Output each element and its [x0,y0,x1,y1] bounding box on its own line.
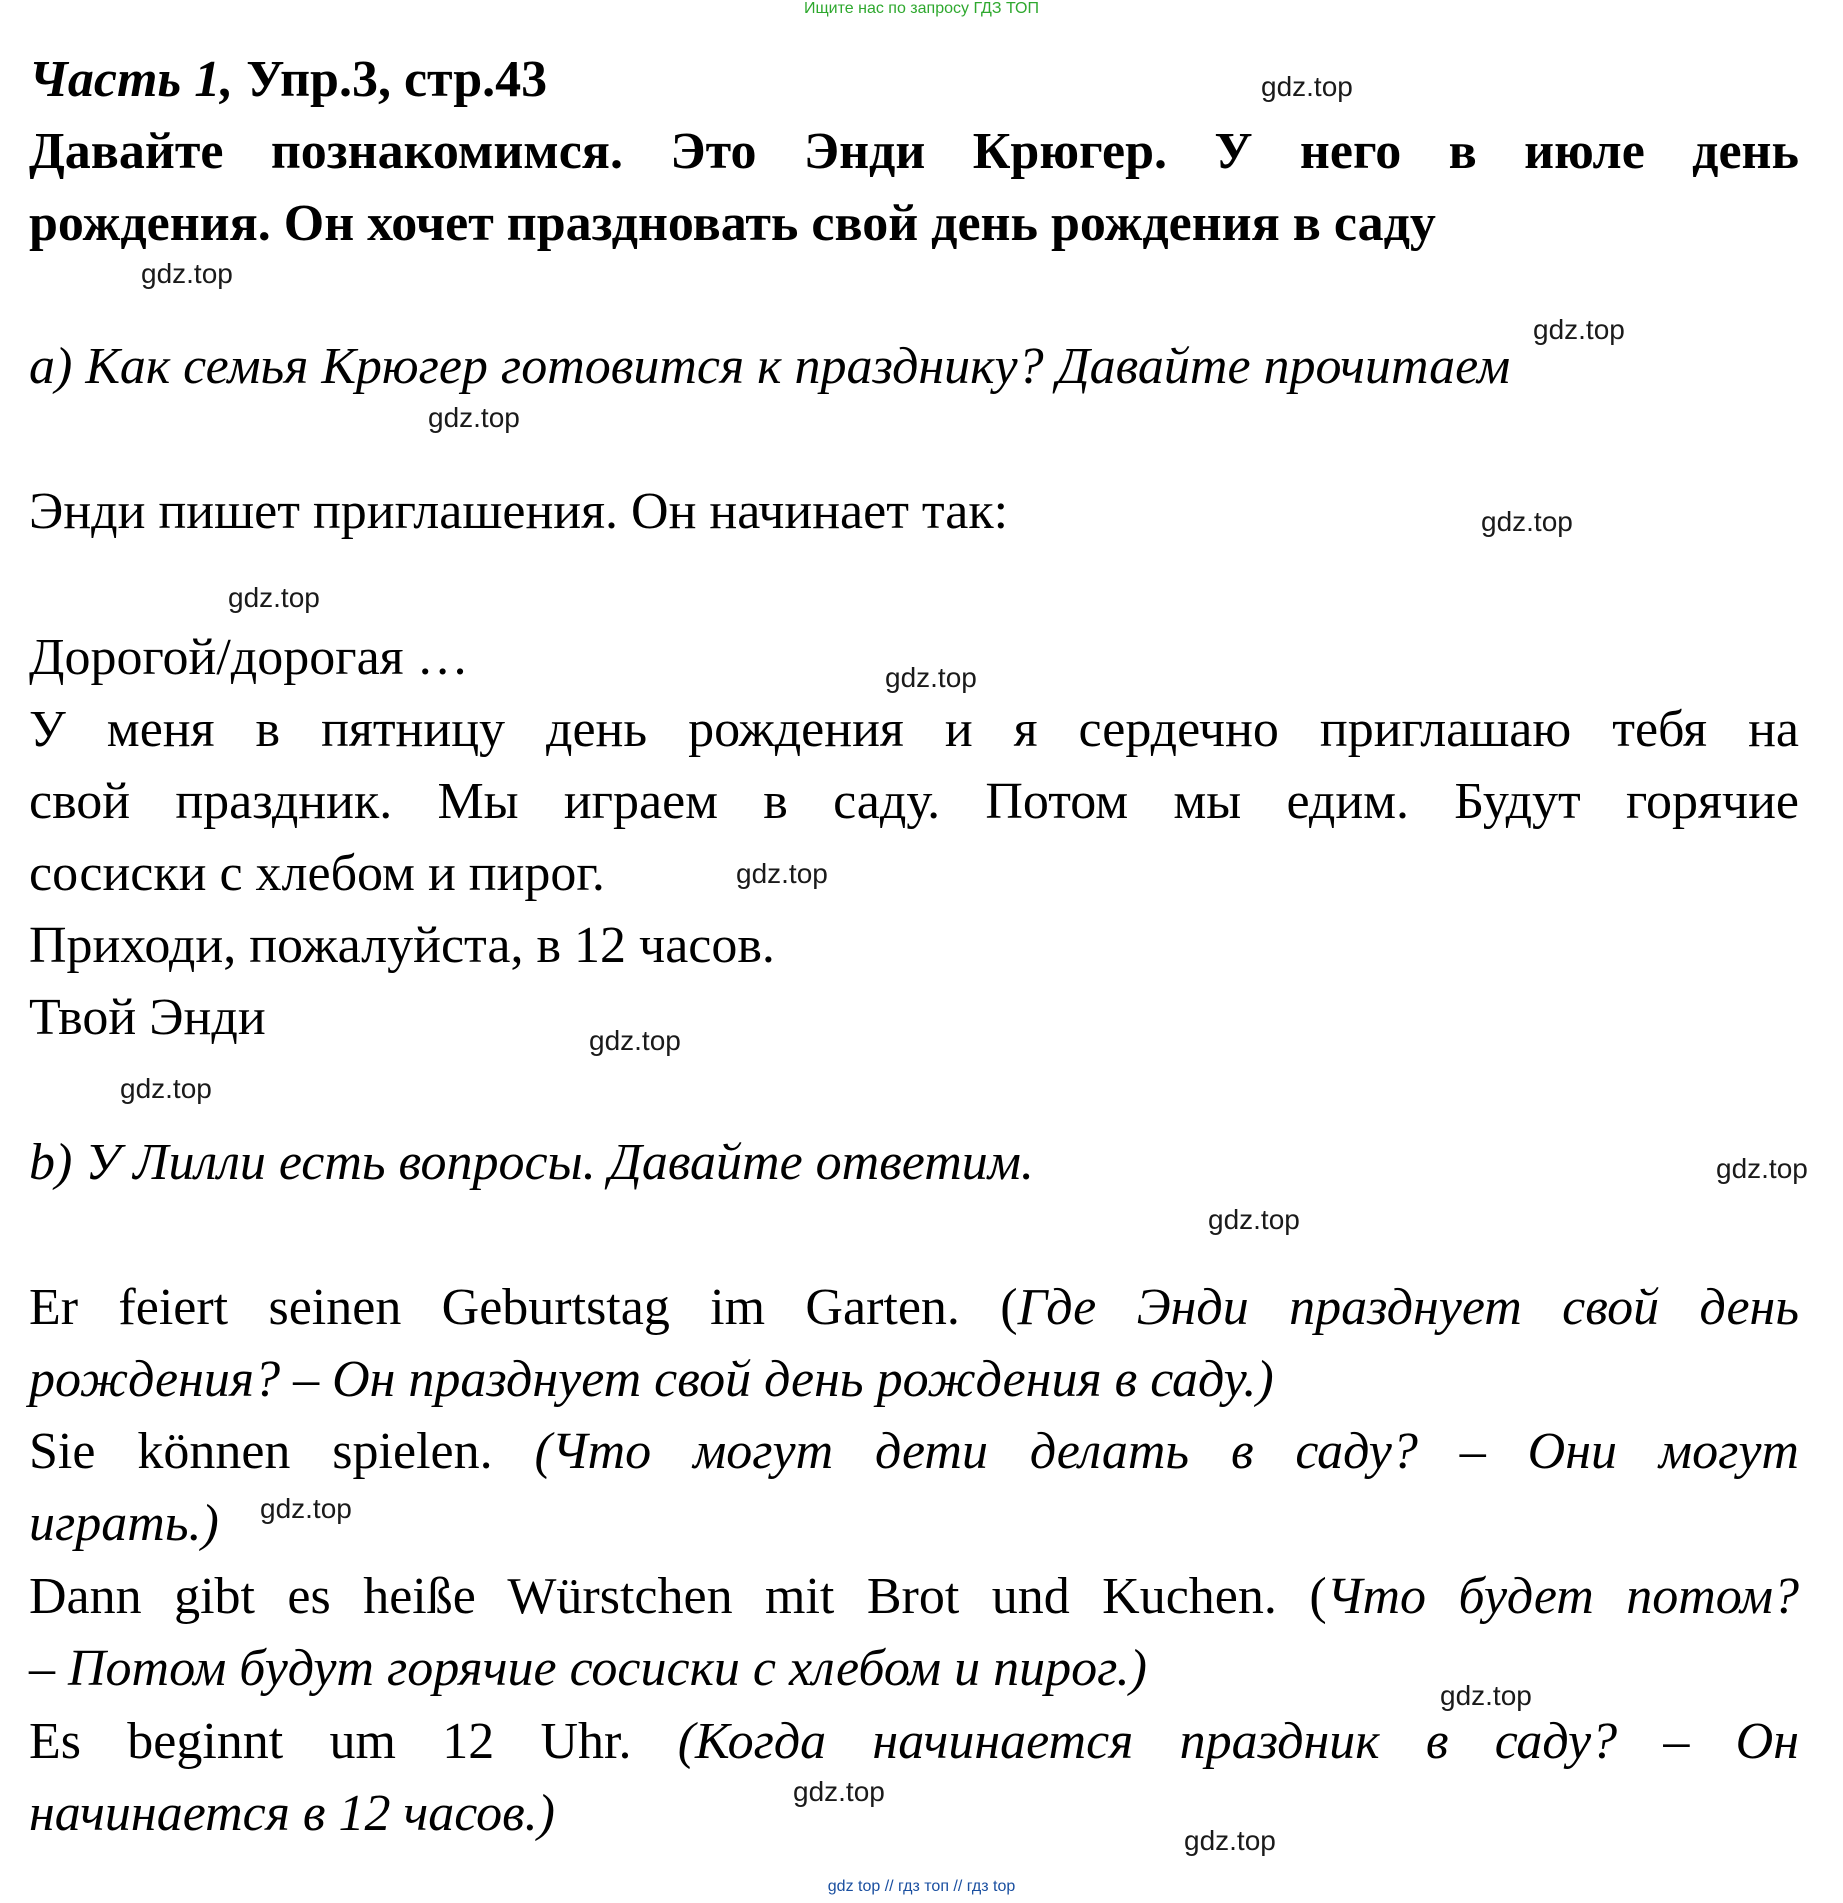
watermark: gdz.top [736,858,828,889]
watermark: gdz.top [141,258,233,289]
invitation-signature: Твой Энди [29,989,266,1046]
answer-4-russian: (Когда начинается праздник в саду? – Он [677,1713,1799,1770]
watermark: gdz.top [1440,1680,1532,1711]
invitation-body-1: У меня в пятницу день рождения и я сердечно приглашаю тебя на [29,701,1799,758]
answer-2-german: Sie können spielen. [29,1423,535,1480]
invitation-greeting: Дорогой/дорогая … [29,629,469,686]
invitation-body-2: свой праздник. Мы играем в саду. Потом мы едим. Будут горячие [29,773,1799,830]
invitation-body-3: сосиски с хлебом и пирог. [29,845,605,902]
watermark: gdz.top [1208,1204,1300,1235]
watermark: gdz.top [228,582,320,613]
answer-3-german: Dann gibt es heiße Würstchen mit Brot und Kuchen. ( [29,1568,1327,1625]
answer-3-russian: Что будет потом? [1326,1568,1799,1625]
answer-1-german: Er feiert seinen Geburtstag im Garten. ( [29,1279,1018,1336]
answer-2-line-2: играть.) [29,1495,219,1552]
heading-exercise: Упр.3, стр.43 [246,51,548,108]
answer-1-line-2: рождения? – Он празднует свой день рождения в саду.) [29,1351,1274,1408]
intro-line-1: Давайте познакомимся. Это Энди Крюгер. У него в июле день [29,123,1799,180]
task-b: b) У Лилли есть вопросы. Давайте ответим. [29,1134,1034,1191]
watermark: gdz.top [260,1493,352,1524]
top-banner: Ищите нас по запросу ГДЗ ТОП [804,0,1039,17]
answer-3-line-2: – Потом будут горячие сосиски с хлебом и пирог.) [29,1640,1147,1697]
heading-part: Часть 1, [29,51,234,108]
watermark: gdz.top [1716,1153,1808,1184]
answer-2-line-1 [29,1416,1799,1488]
answer-3-line-1 [29,1561,1799,1633]
answer-2-russian: (Что могут дети делать в саду? – Они могут [534,1423,1799,1480]
watermark: gdz.top [885,662,977,693]
invitation-lead: Энди пишет приглашения. Он начинает так: [29,483,1009,540]
answer-4-line-2: начинается в 12 часов.) [29,1785,555,1842]
watermark: gdz.top [428,402,520,433]
watermark: gdz.top [793,1776,885,1807]
heading [29,44,1799,116]
answer-4-line-1 [29,1706,1799,1778]
task-a: а) Как семья Крюгер готовится к празднику? Давайте прочитаем [29,338,1511,395]
invitation-closing: Приходи, пожалуйста, в 12 часов. [29,917,775,974]
watermark: gdz.top [1184,1825,1276,1856]
watermark: gdz.top [120,1073,212,1104]
answer-1-russian: Где Энди празднует свой день [1017,1279,1799,1336]
watermark: gdz.top [1533,314,1625,345]
watermark: gdz.top [1261,71,1353,102]
answer-1-line-1 [29,1272,1799,1344]
watermark: gdz.top [589,1025,681,1056]
bottom-banner: gdz top // гдз топ // гдз top [827,1878,1016,1895]
watermark: gdz.top [1481,506,1573,537]
answer-4-german: Es beginnt um 12 Uhr. [29,1713,678,1770]
intro-line-2: рождения. Он хочет праздновать свой день рождения в саду [29,195,1436,252]
